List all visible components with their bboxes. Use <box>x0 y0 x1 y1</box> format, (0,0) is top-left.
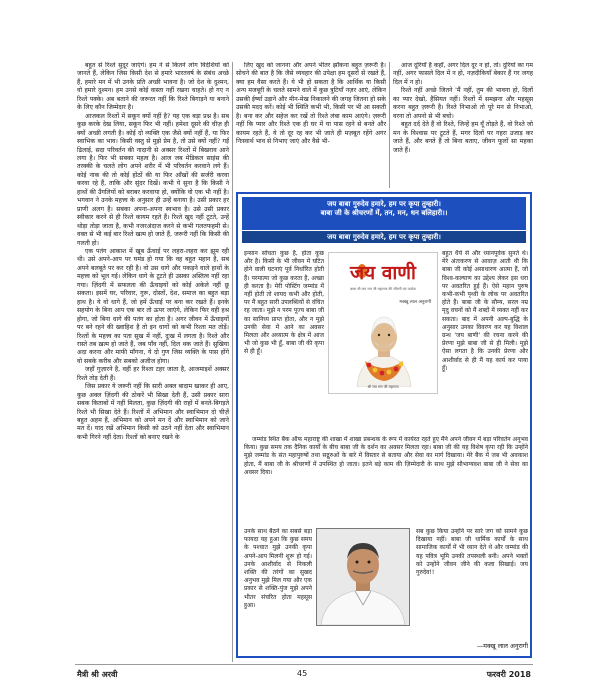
article-column-2 <box>236 62 386 188</box>
prayer-line-2: बाबा जी के श्रीचरणों में, तन, मन, धन बलिहारी।। <box>320 209 448 217</box>
paragraph: एक पतंग आकाश में खूब ऊँचाई पर लहरा-लहरा कर झूम रही थी। उसे अपने-आप पर घमंड हो गया कि वह बहुत महान है, सब अपने बलबूते पर कर रही है। वो उस धागे और पकड़ने वाले हाथों के महत्त्व को भूल गई। लेकिन धागे के टूटते ही उसका अस्तित्व नहीं रहा गया। ज़िंदगी में सफलता की ऊँचाइयों को कोई अकेले नहीं छू सकता। इसमें घर, परिवार, गुरू, दोस्तों, देश, समाज का बहुत बड़ा हाथ है। ये वो धागे हैं, जो हमें ऊँचाई पर बना कर रखते हैं। इनके सहयोग के बिना आप एक बार तो ऊपर जाएंगे, लेकिन फिर वही हश्र होगा, जो बिना धागे की पतंग का होता है। अगर जीवन में ऊँचाइयों पर बने रहने की ख्वाहिश है तो इन धागों को कभी रिश्ता मत तोड़ें। रिश्तों के महत्त्व का पता सुख में नहीं, दुःख में लगता है। रिश्ते और रास्ते तब ख़त्म हो जाते हैं, जब पाँव नहीं, दिल थक जाते हैं। सुखिया अदा करना और माफी माँगना, ये दो गुण जिस व्यक्ति के पास होंगे वो सबके करीब और सबको अजीज होगा। <box>77 247 229 365</box>
prayer-heading <box>242 197 526 230</box>
column-divider <box>389 62 390 188</box>
book-title: जय वाणी <box>350 262 416 284</box>
paragraph: सब कुछ किया उन्होंने पर सारे जग को सामने कुछ दिखाया नहीं। बाबा जी धार्मिक कार्यों के साथ सामाजिक कार्यों में भी ध्यान देते थे और जम्मांड की यह पवित्र भूमि उनकी तपस्थली बनी। अपने भक्तों को उन्होंने जीवन जीने की कला सिखाई। जय गुरुदेव!! <box>416 528 528 577</box>
book-author: मक्खू लाल अनुरागी <box>399 300 431 305</box>
box-right-text <box>442 250 528 434</box>
book-cover <box>328 252 438 394</box>
article-column-1 <box>77 62 229 662</box>
saint-portrait-illustration <box>355 309 413 387</box>
article-column-3 <box>393 62 533 188</box>
paragraph: उनके साथ बैठने का सबसे बड़ा फायदा यह हुआ कि कुछ समय के पश्चात मुझे उनकी कृपा अपने-आप मिलनी शुरू हो गई। उनके आशीर्वाद से निकली शक्ति की तरंगों का सुखद अनुभव मुझे मिल गया और एक प्रकार से शक्ति-पुंज मुझे अपने भीतर संचरित होता महसूस हुआ। <box>244 528 312 609</box>
box-caption-text <box>244 406 440 434</box>
paragraph: बहुत धैर्य से और ध्यानपूर्वक सुनते थे। मेरे अंतःकरण से आवाज़ आती थी कि बाबा जी कोई असाधारण आत्मा हैं, जो विश्व-कल्याण का उद्देश्य लेकर इस धरा पर अवतरित हुई हैं। ऐसे महान पुरुष कभी-कभी पृथ्वी के लोक पर अवतरित होते हैं। बाबा जी के सौम्य, सरल नम्र मृदु वचनों को मैं शब्दों में व्यक्त नहीं कर सकता। बाद में अपनी अल्प-बुद्धि के अनुसार उनका विवरण कर यह विशाल ग्रन्थ 'जय बाणी' की रचना करने की प्रेरणा मुझे बाबा जी से ही मिली। मुझे ऐसा लगता है कि उनकी प्रेरणा और आशीर्वाद से ही मैं यह कार्य कर पाया हूँ। <box>442 250 528 372</box>
book-subtitle: बाबा श्री जय राम जी महाराज की जीवनी एवं उपदेश <box>350 287 416 291</box>
author-signature: —मक्खू लाल अनुरागी <box>476 642 528 650</box>
saint-name-caption: श्री जय राम जी महाराज <box>367 385 399 389</box>
column-divider <box>232 62 233 662</box>
page-number: 45 <box>297 669 308 678</box>
paragraph: इन्सान सोचता कुछ है, होता कुछ और है। किसी के भी जीवन में घटित होने वाली घटनाएं पूर्व निर्धारित होती हैं। परमात्मा जो कुछ करता है, अच्छा ही करता है। मेरी पोस्टिंग जम्मांड में नहीं होती तो शायद कभी और होती, पर मैं बहुत सारी उपलब्धियों से वंचित रह जाता। मुझे न परम पूज्य बाबा जी का सानिध्य प्राप्त होता, और न मुझे उनकी सेवा में आने का अवसर मिलता और अध्यात्म के क्षेत्र में आज भी जो कुछ भी हूँ, बाबा जी की कृपा से ही हूँ। <box>244 250 324 356</box>
jai-vani-feature-box <box>236 192 532 658</box>
box-left-text <box>244 250 324 400</box>
box-lower-left-text <box>244 528 312 652</box>
prayer-line-3: जय बाबा गुरुदेव हमारे, हम पर कृपा तुम्हारी। <box>242 231 526 243</box>
paragraph: आजकल रिश्तों में सकून क्यों नहीं है? यह एक बड़ा प्रश्न है। सब कुछ करके देख लिया, सकून फिर भी नहीं। हमेशा दूसरे की चीज़ ही क्यों अच्छी लगती है। कोई दो व्यक्ति एक जैसे क्यों नहीं हैं, या फिर स्वाभिक का भाव। किसी वस्तु से मुझे प्रेम है, तो उसे क्यों नहीं? गईं ढिलाई, सदा परिवर्तन की नादानी से अक्सर रिश्तों में बिखराव आने लगा है। फिर भी सबका महत्व है। आज जब मेडिकल साइंस की तरक्की के चलते लोग अपने शरीर में भी परिवर्तन करवाने लगे हैं। कोई नाक की तो कोई होंठों की या फिर आँखों की सर्जरी करवा करवा रहे हैं, ताकि और सुंदर दिखें। कभी ये सुना है कि किसी ने हाथों की उँगलियों को बराबर करवाया हो, क्योंकि वो एक भी नहीं है। भगवान ने उनके महत्त्व के अनुसार ही उन्हें बनाया है। उसी प्रकार हर प्राणी अलग है। सबका अपना-अपना स्वभाव है। उसे उसी प्रकार स्वीकार करने से ही रिश्ते कायम रहते हैं। रिश्ते खुद नहीं टूटते, उन्हें थोड़ा तोड़ा जाता है, कभी नजरअंदाज करने से कभी गलतफहमी से। वक्त से भी कई बार रिश्ते खत्म हो जाते हैं, जरूरी नहीं कि किसी की गलती हो। <box>77 112 229 247</box>
paragraph: जहाँ गुज़ारने है, वहीं हर रिश्ता टहर जाता है, आजमाइशें अक्सर रिश्ते तोड़ देती हैं। <box>77 366 229 382</box>
paragraph: लिए खुद को जानना और अपने भीतर झाँकना बहुत ज़रूरी है। सोचने की बात है कि जैसे व्यवहार की उपेक्षा हम दूसरों से रखते हैं, क्या हम वैसा करते हैं। ये भी हो सकता है कि आर्थिक या किसी अन्य मजबूरी के चलते सामने वाले में कुछ त्रुटियाँ नज़र आएं, लेकिन उसकी ईर्ष्या उड़ाने और मीन-मेख निकालने की जगह जितना हो सके उसकी मदद करें। कोई भी स्थिति कभी भी, किसी पर भी आ सकती है। बना कर और सहेज कर रखें तो रिश्ते लंबा काम आएंगे। ज़रूरी नहीं कि प्यार और रिश्ते एक ही घर में या पास रहने से बनते और कायम रहते हैं, ये तो दूर रह कर भी जाते ही मज़बूत रहेंगे अगर निःस्वार्थ भाव से निभाए जाएं और वैसे भी- <box>236 62 386 146</box>
paragraph: आज दूरियाँ है कहाँ, अगर दिल दूर न हो, तो। दुरियों का गम नहीं, अगर फासले दिल में न हो, नज़दीकियाँ बेकार हैं गर जगह दिल में न हो। <box>393 62 533 86</box>
paragraph: रिश्ते नहीं अच्छे जितने 'मैं नहीं, तुम की भावना हो, दिलों का प्यार देखो, हैसियत नहीं। रिश्तों में समझना और महसूस करना बहुत ज़रूरी है। रिश्ते निभाओ तो पूरे मन से निभाओ, वरना तो अपनो से भी बचो। <box>393 87 533 120</box>
author-photo <box>316 528 410 626</box>
paragraph: जम्मांड स्थित बैंक ऑफ महाराष्ट्र की शाखा में शाखा प्रबन्धक के रूप में कार्यरत रहते हुए मैंने अपने जीवन में बड़ा परिवर्तन अनुभव किया। कुछ समय तक दैनिक कार्यों के बीच बाबा जी के दर्शन का अवसर मिलता रहा। बाबा जी की यह विशेष कृपा रही कि उन्होंने मुझे जम्मांड के संत महापुरुषों तथा सद्गुरुओं के बारे में विस्तार से बताया और सेवा का मार्ग दिखाया। मेरे बैंक में जब भी अवकाश होता, मैं बाबा जी के श्रीचरणों में उपस्थित हो जाता। इतने बड़े काम की ज़िम्मेदारी के साथ मुझे सौभाग्यवश बाबा जी ने सेवा का अवसर दिया। <box>244 436 528 476</box>
author-photo-illustration <box>317 529 409 625</box>
magazine-name: मैत्री श्री अरवी <box>77 670 118 679</box>
paragraph: जिस प्रकार ये जरूरी नहीं कि सारी अक्ल बादाम खाकर ही आए, कुछ अक्ल ज़िंदगी की ठोकरें भी सिखा देती हैं, उसी प्रकार सारा सबक किताबों में नहीं मिलता, कुछ ज़िंदगी की राहों में बनते-बिगड़ते रिश्ते भी सिखा देते हैं। रिश्तों में अभिमान और स्वाभिमान दो चीज़ें बहुत अहम हैं, अभिमान को अपने मन दें और स्वाभिमान को जाने मत दें। याद रखें अभिमान किसी को उठने नहीं देता और स्वाभिमान कभी गिरने नहीं देता। रिश्तों को बनाए रखने के <box>77 383 229 441</box>
page-footer <box>75 664 533 681</box>
issue-date: फरवरी 2018 <box>486 670 531 679</box>
paragraph: बहुत दर्द देते हैं वो रिश्ते, जिन्हें हम यूँ तोड़ते हैं, वो रिश्ते जो मन के विश्वास पर टूटते हैं, मगर दिलों पर गहरा उजाड़ कर जाते हैं, और बनते हैं तो बिना बताए, जीवन फूलों सा महका जाते हैं। <box>393 121 533 154</box>
prayer-line-1: जय बाबा गुरुदेव हमारे, हम पर कृपा तुम्हारी। <box>327 200 441 208</box>
box-lower-right-text <box>416 528 528 640</box>
box-full-width-text <box>244 436 528 524</box>
paragraph: बहुत से रिश्ते सुदूर जाएंगे। हम ने से कितने लोग विदेशियों को जानते हैं, लेकिन जिस किसी देश से हमारे भारतवर्ष के संबंध अच्छे हैं, हमारे मन में भी उनके प्रति अच्छी भावना है। जो देश के दुश्मन, वो हमारे दुश्मन। हम उनसे कोई वास्ता नहीं रखना चाहते। हो गए न रिश्ते पक्के। अब बताने की जरूरत नहीं कि रिश्ते बिगाड़ने या बनाने के लिए कौन जिम्मेदार है। <box>77 62 229 112</box>
